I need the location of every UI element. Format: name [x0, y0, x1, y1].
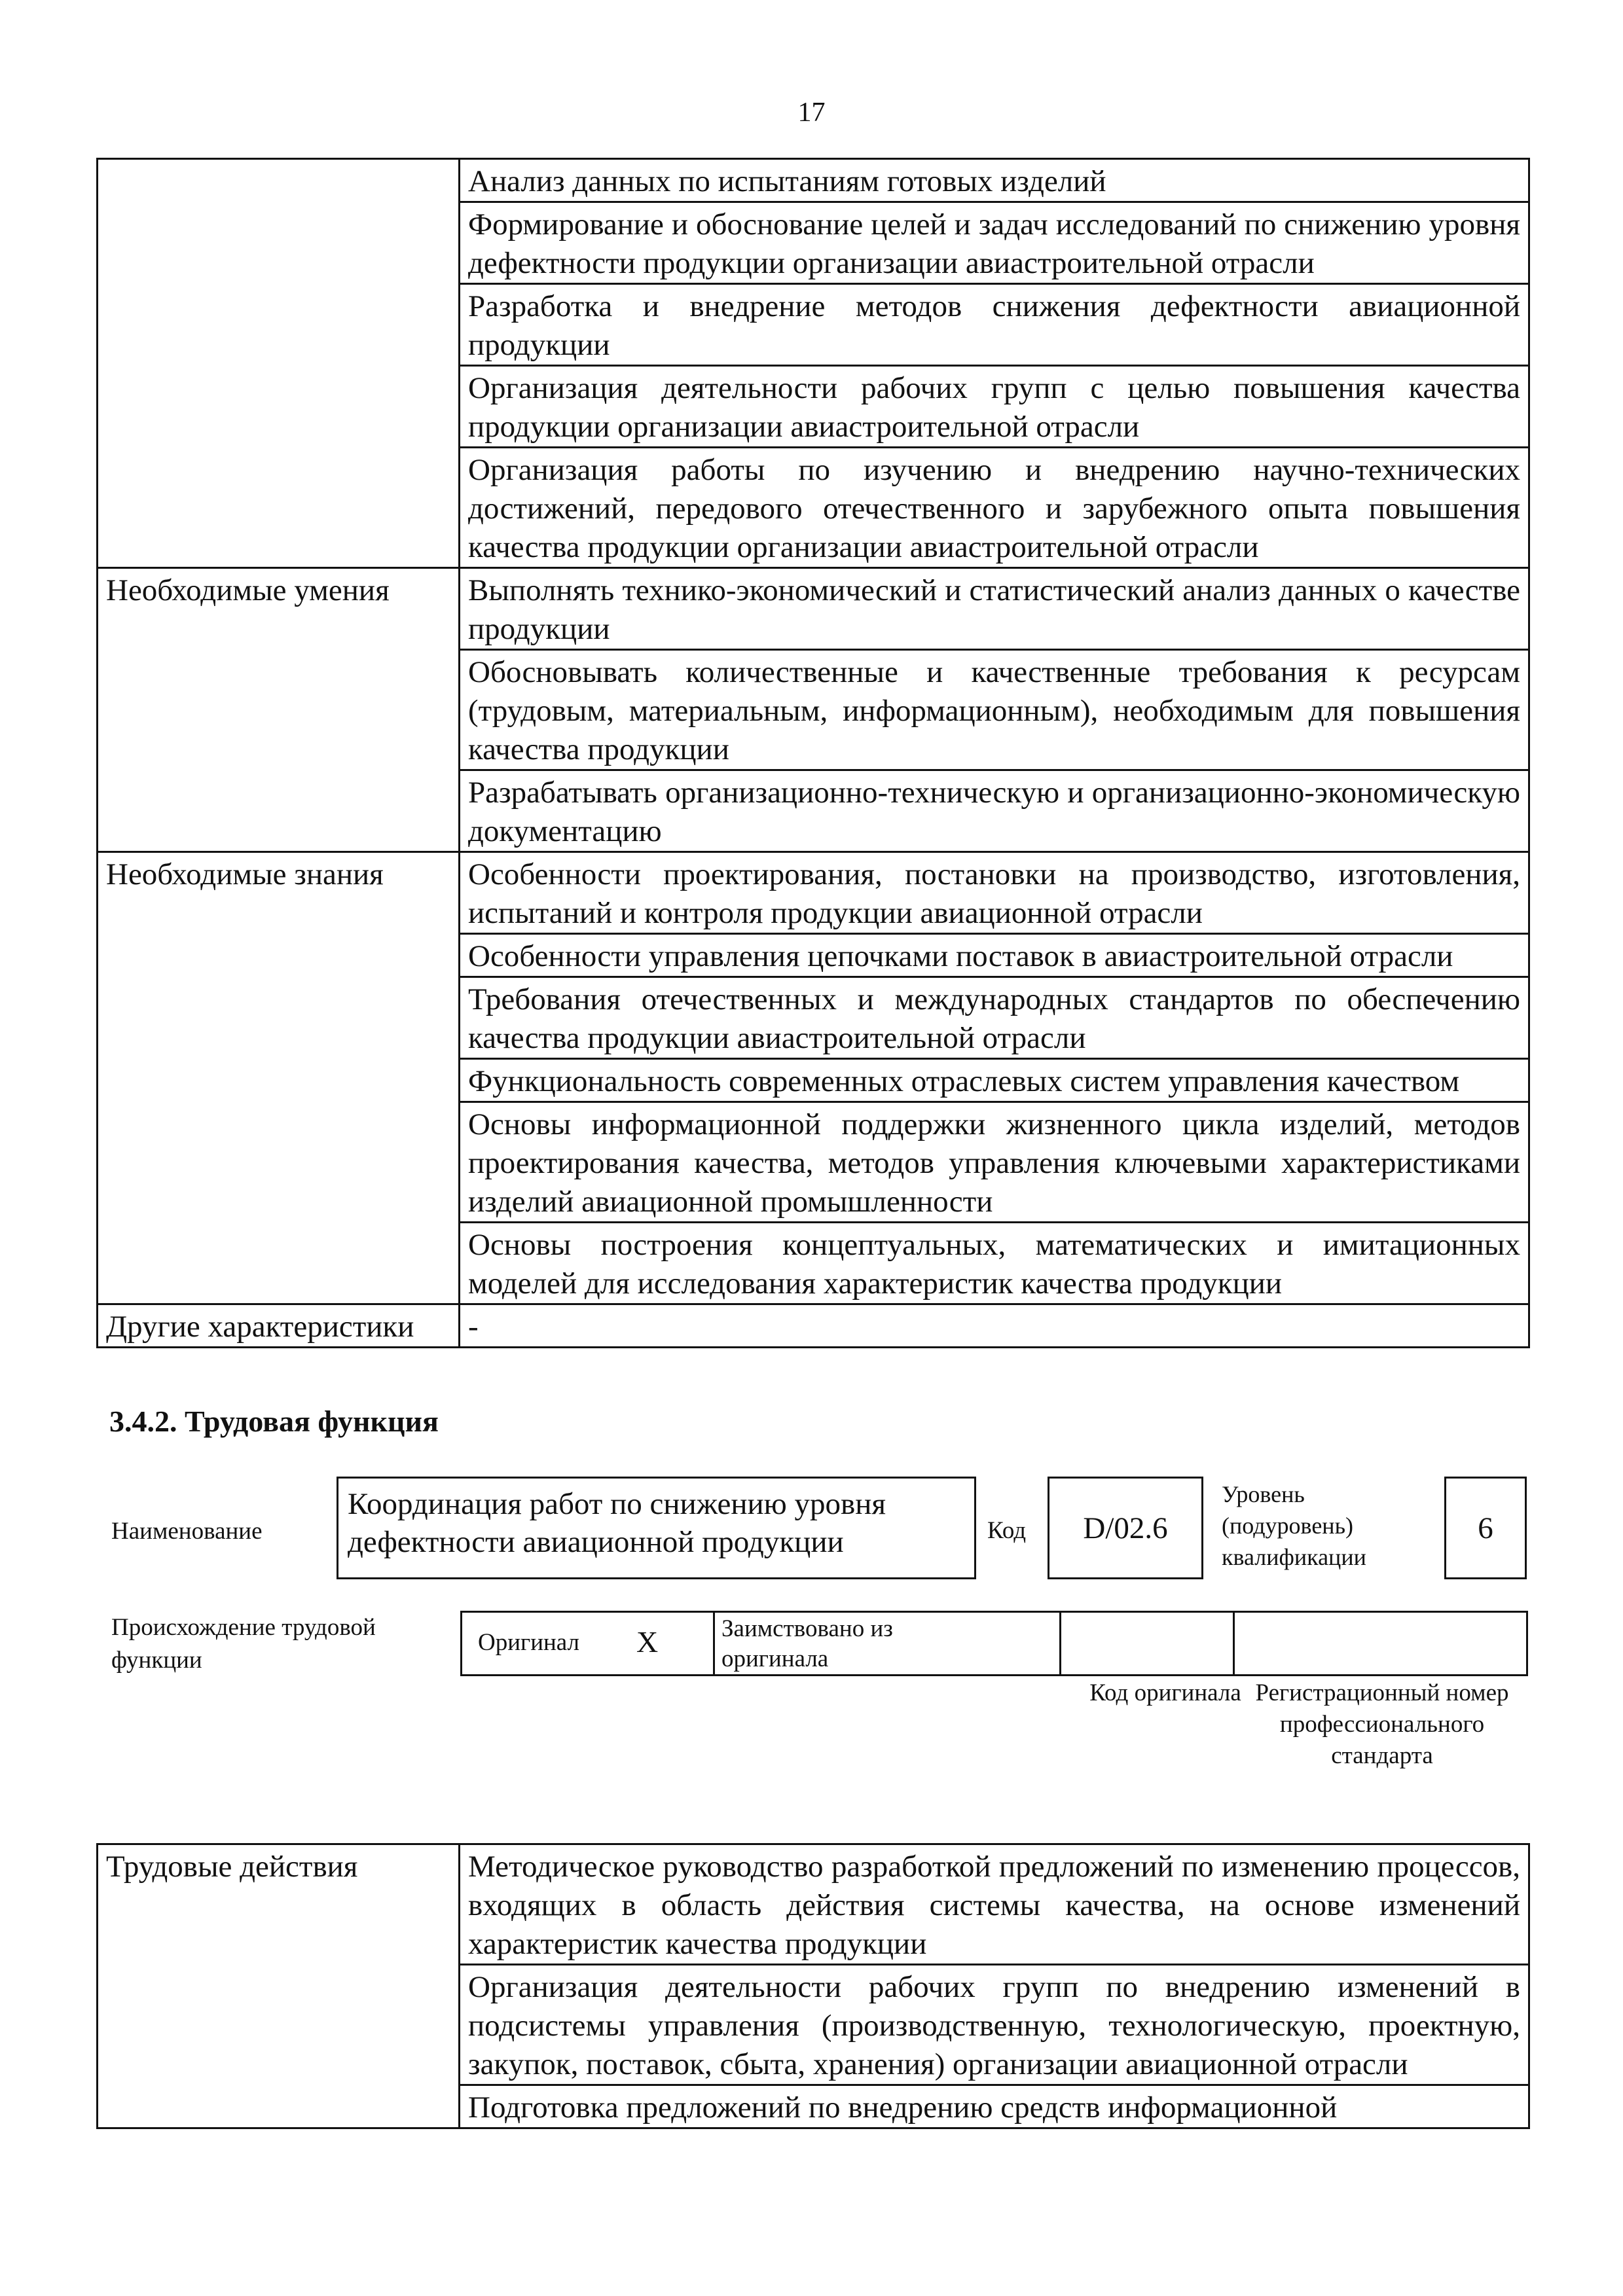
- row-label-cell: Трудовые действия: [98, 1844, 460, 2128]
- page-number: 17: [797, 98, 826, 128]
- row-item-cell: Особенности управления цепочками поставок в авиастроительной отрасли: [460, 934, 1529, 977]
- row-item-cell: Формирование и обоснование целей и задач исследований по снижению уровня дефектности продукции организации авиастроительной отрасли: [460, 202, 1529, 284]
- section-heading: 3.4.2. Трудовая функция: [109, 1405, 439, 1438]
- row-item-cell: Выполнять технико-экономический и статистический анализ данных о качестве продукции: [460, 568, 1529, 650]
- row-label-cell: Необходимые знания: [98, 852, 460, 1304]
- function-name-value: Координация работ по снижению уровня дефектности авиационной продукции: [348, 1487, 886, 1559]
- row-item-cell: Организация деятельности рабочих групп с целью повышения качества продукции организации авиастроительной отрасли: [460, 366, 1529, 448]
- divider-1: [713, 1613, 715, 1674]
- labor-actions-table: [96, 1843, 1530, 2129]
- row-item-cell: Требования отечественных и международных стандартов по обеспечению качества продукции авиастроительной отрасли: [460, 977, 1529, 1059]
- name-label: Наименование: [111, 1518, 263, 1545]
- name-value-box: [337, 1477, 976, 1579]
- origin-label: Происхождение трудовой функции: [111, 1614, 376, 1674]
- row-item-cell: Методическое руководство разработкой предложений по изменению процессов, входящих в область действия системы качества, на основе изменений характеристик качества продукции: [460, 1844, 1529, 1965]
- table-row: [98, 159, 1529, 202]
- level-value: 6: [1478, 1511, 1493, 1545]
- code-label: Код: [987, 1517, 1027, 1544]
- divider-3: [1233, 1613, 1235, 1674]
- code-value: D/02.6: [1083, 1511, 1168, 1545]
- row-item-cell: Анализ данных по испытаниям готовых изделий: [460, 159, 1529, 202]
- origin-box: [460, 1611, 1528, 1676]
- row-item-cell: Функциональность современных отраслевых систем управления качеством: [460, 1059, 1529, 1102]
- row-item-cell: Организация работы по изучению и внедрению научно-технических достижений, передового отечественного и зарубежного опыта повышения качества продукции организации авиастроительной отрасли: [460, 448, 1529, 568]
- reg-number-caption: Регистрационный номер профессионального стандарта: [1255, 1679, 1509, 1769]
- row-item-cell: Основы построения концептуальных, математических и имитационных моделей для исследования характеристик качества продукции: [460, 1223, 1529, 1304]
- row-item-cell: Организация деятельности рабочих групп по внедрению изменений в подсистемы управления (производственную, технологическую, проектную, закупок, поставок, сбыта, хранения) организации авиационной отрасли: [460, 1965, 1529, 2085]
- borrowed-label: Заимствовано из оригинала: [721, 1615, 893, 1672]
- row-item-cell: Подготовка предложений по внедрению средств информационной: [460, 2085, 1529, 2128]
- original-mark: X: [636, 1625, 659, 1659]
- row-item-cell: Особенности проектирования, постановки на производство, изготовления, испытаний и контроля продукции авиационной отрасли: [460, 852, 1529, 934]
- level-label: Уровень (подуровень) квалификации: [1222, 1481, 1366, 1570]
- row-item-cell: -: [460, 1304, 1529, 1348]
- original-label: Оригинал: [478, 1629, 580, 1656]
- table-row: [98, 852, 1529, 934]
- row-item-cell: Обосновывать количественные и качественные требования к ресурсам (трудовым, материальным, информационным), необходимым для повышения качества продукции: [460, 650, 1529, 770]
- table-row: [98, 568, 1529, 650]
- table-row: [98, 1304, 1529, 1348]
- code-original-caption: Код оригинала: [1089, 1679, 1241, 1706]
- row-label-cell: Необходимые умения: [98, 568, 460, 852]
- row-item-cell: Основы информационной поддержки жизненного цикла изделий, методов проектирования качества, методов управления ключевыми характеристиками изделий авиационной промышленности: [460, 1102, 1529, 1223]
- row-label-cell: [98, 159, 460, 568]
- row-item-cell: Разрабатывать организационно-техническую и организационно-экономическую документацию: [460, 770, 1529, 852]
- qualification-table: [96, 158, 1530, 1348]
- divider-2: [1059, 1613, 1061, 1674]
- row-item-cell: Разработка и внедрение методов снижения дефектности авиационной продукции: [460, 284, 1529, 366]
- code-value-box: [1048, 1477, 1203, 1579]
- row-label-cell: Другие характеристики: [98, 1304, 460, 1348]
- level-value-box: [1444, 1477, 1527, 1579]
- table-row: [98, 1844, 1529, 1965]
